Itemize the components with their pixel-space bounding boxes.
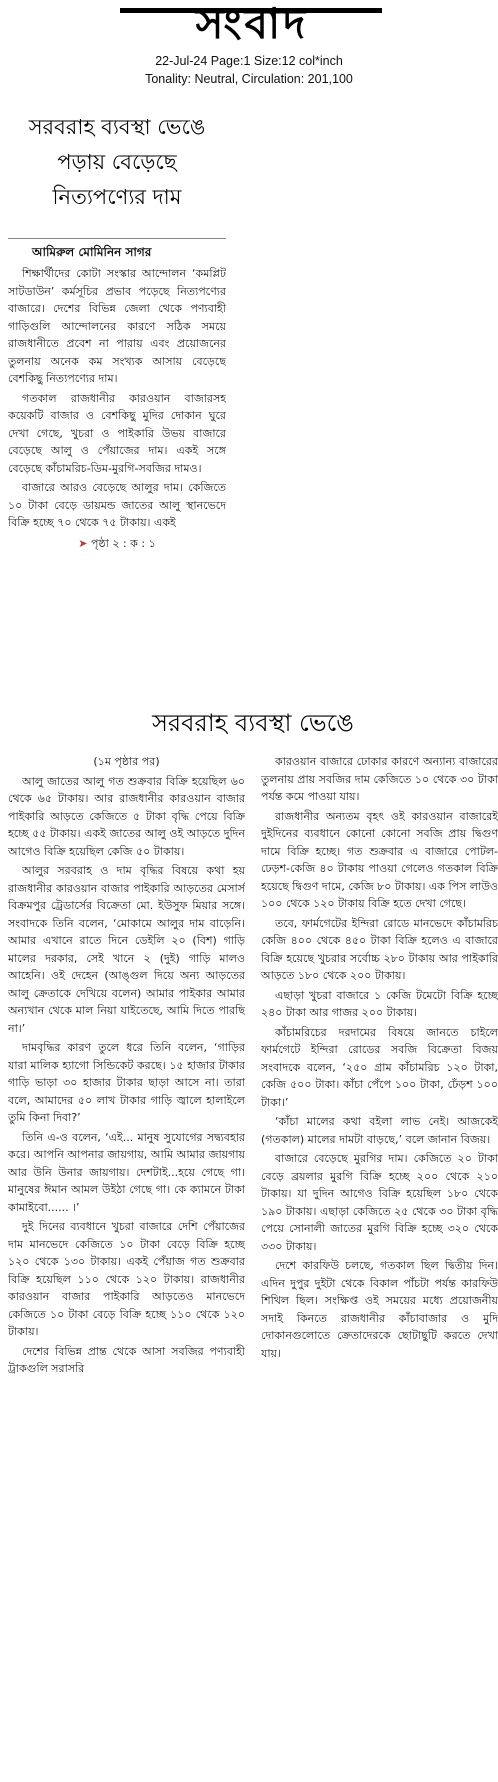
paragraph: এছাড়া খুচরা বাজারে ১ কেজি টমেটো বিক্রি হচ্ছে ২৪০ টাকা আর গাজর ২০০ টাকায়। bbox=[261, 988, 498, 1019]
newspaper-logo: সংবাদ bbox=[195, 0, 309, 48]
front-page-article bbox=[8, 110, 226, 678]
paragraph: কারওয়ান বাজারে ঢোকার কারণে অন্যান্য বাজারের তুলনায় প্রায় সবজির দাম কেজিতে ১০ থেকে ৩০ টাকা পর্যন্ত কমে পাওয়া যায়। bbox=[261, 755, 498, 803]
paragraph: আলু জাতের আলু গত শুক্রবার বিক্রি হয়েছিল ৬০ থেকে ৬৫ টাকায়। আর রাজধানীর কারওয়ান বাজার পাইকারি আড়তে কেজিতে ৫ টাকা বৃদ্ধি পেয়ে বিক্রি হচ্ছে ৫৫ টাকায়। একই জাতের আলু ওই আড়তে দুদিন আগেও বিক্রি হয়েছিল কেজি ৫০ টাকায়। bbox=[8, 774, 245, 858]
paragraph: ‘কাঁচা মালের কথা বইলা লাভ নেই। আজকেই (গতকাল) মালের দামটা বাড়ছে,’ বলে জানান বিজয়। bbox=[261, 1115, 498, 1146]
paragraph: (১ম পৃষ্ঠার পর) bbox=[93, 755, 160, 768]
continuation-article bbox=[8, 703, 498, 1778]
article-columns bbox=[8, 753, 498, 1778]
paragraph: তিনি এ-ও বলেন, ‘এই... মানুষ সুযোগের সদ্ব্যবহার করে। আপনি আপনার জায়গায়, আমি আমার জায়গায় আর উনি উনার জায়গায়। দেশটাই...হয়ে গেছে গা। মানুষের ঈমান আমল উইঠা গেছে গা। কে ক্যামনে টাকা কামাইবো...... ।’ bbox=[8, 1130, 245, 1214]
article-body bbox=[8, 265, 226, 532]
article-headline: সরবরাহ ব্যবস্থা ভেঙে পড়ায় বেড়েছে নিত্যপণ্যের দাম bbox=[28, 115, 206, 209]
left-column bbox=[8, 753, 245, 1778]
paragraph: আলুর সরবরাহ ও দাম বৃদ্ধির বিষয়ে কথা হয় রাজধানীর কারওয়ান বাজার পাইকারি আড়তের মেসার্স বিক্রমপুর ট্রেডার্সের বিক্রেতা মো. ইউসুফ মিয়ার সঙ্গে। সংবাদকে তিনি বলেন, ‘মোকামে আলুর দাম বাড়েনি। আমার এখানে রাতে দিনে ডেইলি ২০ (বিশ) গাড়ি মালের দরকার, সেই খানে ২ (দুই) গাড়ি মালও আহেনি। ওই দেহেন (আঙ্গুল দিয়ে অন্য আড়তের আলু ক্রেতাকে দেখিয়ে বলেন) আমার পাইকার আমার অন্যখান থেকে মাল নিয়া যাইতেছে, আমি দিতে পারছি না।’ bbox=[8, 864, 245, 1035]
paragraph: বাজারে আরও বেড়েছে আলুর দাম। কেজিতে ১০ টাকা বেড়ে ডায়মন্ড জাতের আলু স্থানভেদে বিক্রি হচ্ছে ৭০ থেকে ৭৫ টাকায়। একই bbox=[8, 481, 226, 529]
continued-reference bbox=[8, 536, 226, 552]
arrow-right-icon: ➤ bbox=[78, 536, 88, 550]
clipping-tonality-circulation: Tonality: Neutral, Circulation: 201,100 bbox=[145, 72, 353, 86]
newspaper-masthead bbox=[0, 0, 498, 92]
article-byline: আমিরুল মোমিনিন সাগর bbox=[8, 238, 226, 261]
continuation-headline: সরবরাহ ব্যবস্থা ভেঙে bbox=[152, 709, 354, 737]
paragraph: শিক্ষার্থীদের কোটা সংস্কার আন্দোলন ‘কমপ্লিট সাটডাউন’ কর্মসূচির প্রভাব পড়েছে নিত্যপণ্যের বাজারে। দেশের বিভিন্ন জেলা থেকে পণ্যবাহী গাড়িগুলি আন্দোলনের কারণে সঠিক সময়ে রাজধানীতে প্রবেশ না পারায় এবং প্রয়োজনের তুলনায় অনেক কম সংখ্যক আসায় বেড়েছে বেশকিছু নিত্যপণ্যের দাম। bbox=[8, 267, 226, 385]
paragraph: দুই দিনের ব্যবধানে খুচরা বাজারে দেশি পেঁয়াজের দাম মানভেদে কেজিতে ১০ টাকা বেড়ে বিক্রি হচ্ছে ১২০ থেকে ১৩০ টাকায়। একই পেঁয়াজ গত শুক্রবার বিক্রি হয়েছিল ১১০ থেকে ১২০ টাকায়। রাজধানীর কারওয়ান বাজার পাইকারি আড়তেও মানভেদে কেজিতে ১০ টাকা বেড়ে বিক্রি হচ্ছে ১১০ থেকে ১২০ টাকায়। bbox=[8, 1220, 245, 1338]
paragraph: বাজারে বেড়েছে মুরগির দাম। কেজিতে ২০ টাকা বেড়ে ব্রয়লার মুরগি বিক্রি হচ্ছে ২০০ থেকে ২১০ টাকায়। যা দুদিন আগেও বিক্রি হয়েছিল ১৮০ থেকে ১৯০ টাকায়। এছাড়া কেজিতে ২৫ থেকে ৩০ টাকা বৃদ্ধি পেয়ে সোনালী জাতের মুরগি বিক্রি হচ্ছে ৩২০ থেকে ৩৩০ টাকায়। bbox=[261, 1152, 498, 1253]
right-column bbox=[261, 753, 498, 1778]
continued-page-label: পৃষ্ঠা ২ : ক : ১ bbox=[91, 536, 156, 550]
clipping-date-size: 22-Jul-24 Page:1 Size:12 col*inch bbox=[155, 54, 343, 68]
paragraph: দামবৃদ্ধির কারণ তুলে ধরে তিনি বলেন, ‘গাড়ির যারা মালিক হ্যাগো সিন্ডিকেট করছে। ১৫ হাজার টাকার গাড়ি ভাড়া ৩০ হাজার টাকার ছাড়া আসে না। তারা বলে, আমাদের ৫০ লাখ টাকার গাড়ি জ্বালে হালাইলে তুমি কিনা দিবা?’ bbox=[8, 1041, 245, 1124]
paragraph: তবে, ফার্মগেটের ইন্দিরা রোডে মানভেদে কাঁচামরিচ কেজি ৪০০ থেকে ৪৫০ টাকা বিক্রি হলেও এ বাজারে বিক্রি হয়েছে খুচরার সর্বোচ্চ ২৮০ টাকায় আর পাইকারি আড়তে ১৮০ থেকে ২০০ টাকায়। bbox=[261, 916, 498, 982]
paragraph: রাজধানীর অন্যতম বৃহৎ ওই কারওয়ান বাজারেই দুইদিনের ব্যবধানে কোনো কোনো সবজি প্রায় দ্বিগুণ দামে বিক্রি হচ্ছে। গত শুক্রবার এ বাজারে পোটল-ঢেড়শ-কেজি ৪০ টাকায় পাওয়া গেলেও গতকাল বিক্রি হয়েছে দ্বিগুণ দামে, কেজি ৮০ টাকায়। এক পিস লাউও ১০০ থেকে ১২০ টাকায় বিক্রি হতে দেখা গেছে। bbox=[261, 809, 498, 910]
paragraph: গতকাল রাজধানীর কারওয়ান বাজারসহ কয়েকটি বাজার ও বেশকিছু মুদির দোকান ঘুরে দেখা গেছে, খুচরা ও পাইকারি উভয় বাজারে বেড়েছে আলু ও পেঁয়াজের দাম। একই সঙ্গে বেড়েছে কাঁচামরিচ-ডিম-মুরগি-সবজির দামও। bbox=[8, 391, 226, 475]
paragraph: দেশের বিভিন্ন প্রান্ত থেকে আসা সবজির পণ্যবাহী ট্রাকগুলি সরাসরি bbox=[8, 1344, 245, 1375]
paragraph: কাঁচামরিচের দরদামের বিষয়ে জানতে চাইলে ফার্মগেটে ইন্দিরা রোডের সবজি বিক্রেতা বিজয় সংবাদকে বলেন, ‘২৫০ গ্রাম কাঁচামরিচ ১২০ টাকা, কেজি ৫০০ টাকা। কাঁচা পেঁপে ১০০ টাকা, ঢেঁড়শ ১০০ টাকা।’ bbox=[261, 1025, 498, 1109]
paragraph: দেশে কারফিউ চলছে, গতকাল ছিল দ্বিতীয় দিন। এদিন দুপুর দুইটা থেকে বিকাল পাঁচটা পর্যন্ত কারফিউ শিথিল ছিল। সংক্ষিপ্ত ওই সময়ের মধ্যে প্রয়োজনীয় সদাই কিনতে রাজধানীর কাঁচাবাজার ও মুদি দোকানগুলোতে ক্রেতাদেরকে ছোটাছুটি করতে দেখা যায়। bbox=[261, 1259, 498, 1360]
